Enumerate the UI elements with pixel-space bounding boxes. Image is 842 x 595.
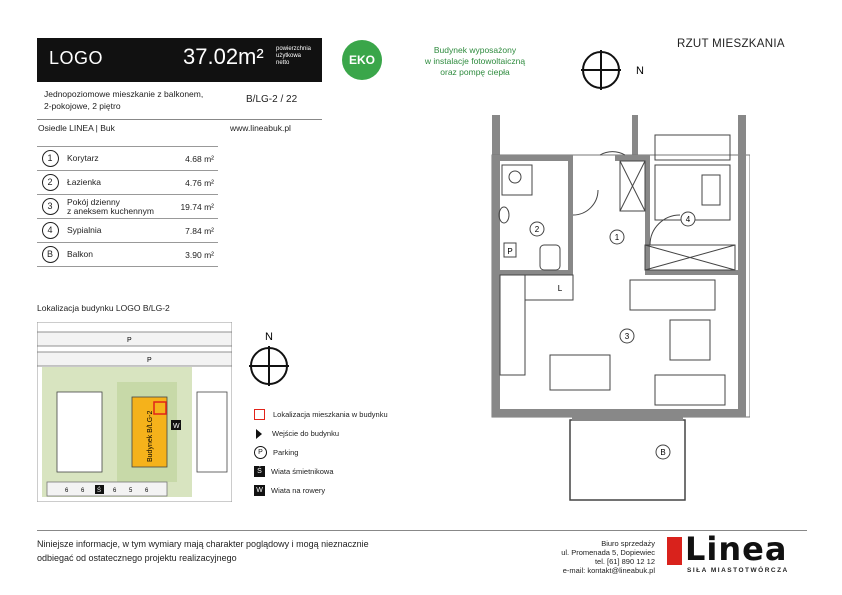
room-area: 3.90 m² [174, 243, 218, 267]
svg-text:4: 4 [685, 215, 691, 224]
svg-text:2: 2 [534, 225, 540, 234]
apartment-area: 37.02m² [183, 44, 264, 69]
area-note: powierzchnia użytkowa netto [276, 46, 312, 66]
divider [37, 119, 322, 120]
svg-text:B: B [660, 448, 666, 457]
room-area: 4.76 m² [174, 171, 218, 195]
svg-text:P: P [127, 337, 132, 344]
brand-square-icon [667, 537, 682, 565]
plan-title: RZUT MIESZKANIA [677, 38, 785, 50]
logo: LOGO [49, 48, 104, 68]
location-box-icon [254, 409, 265, 420]
apartment-description: Jednopoziomowe mieszkanie z balkonem, 2-pokojowe, 2 piętro [44, 89, 204, 111]
svg-text:P: P [507, 247, 513, 256]
svg-text:6: 6 [113, 488, 117, 494]
legend-item-parking: P Parking [254, 443, 388, 462]
sales-office-contact: Biuro sprzedaży ul. Promenada 5, Dopiewiec tel. [61] 890 12 12 e-mail: kontakt@lineabuk.pl [538, 539, 655, 575]
legend-item-bikes: W Wiata na rowery [254, 481, 388, 500]
site-map [37, 322, 232, 502]
svg-text:6: 6 [65, 488, 69, 494]
room-number: 4 [42, 222, 59, 239]
svg-text:Ś: Ś [97, 488, 102, 494]
bike-shelter-icon: W [254, 485, 265, 496]
eko-badge: EKO [342, 40, 382, 80]
legend-item-location: Lokalizacja mieszkania w budynku [254, 405, 388, 424]
room-number: 3 [42, 198, 59, 215]
legend-item-waste: Ś Wiata śmietnikowa [254, 462, 388, 481]
room-area: 7.84 m² [174, 219, 218, 243]
floor-plan [480, 115, 750, 505]
room-name: Pokój dzienny z aneksem kuchennym [63, 195, 174, 219]
svg-text:W: W [173, 423, 180, 430]
rooms-table [37, 146, 218, 267]
svg-text:1: 1 [614, 233, 620, 242]
website-link[interactable]: www.lineabuk.pl [230, 123, 291, 133]
room-row [37, 195, 218, 219]
room-name: Balkon [63, 243, 174, 267]
map-legend [254, 405, 388, 500]
legend-item-entrance: Wejście do budynku [254, 424, 388, 443]
room-row [37, 219, 218, 243]
room-name: Sypialnia [63, 219, 174, 243]
svg-text:5: 5 [129, 488, 133, 494]
svg-text:3: 3 [624, 332, 630, 341]
disclaimer: Niniejsze informacje, w tym wymiary mają charakter poglądowy i mogą nieznacznie odbiegać od ostatecznego projektu realizacyjnego [37, 539, 369, 563]
room-number: 2 [42, 174, 59, 191]
waste-shelter-icon: Ś [254, 466, 265, 477]
room-area: 4.68 m² [174, 147, 218, 171]
compass-icon-location [245, 330, 295, 390]
parking-icon: P [254, 446, 267, 459]
room-row [37, 147, 218, 171]
svg-text:N: N [265, 331, 273, 343]
estate-name: Osiedle LINEA | Buk [38, 123, 115, 133]
svg-text:Budynek B/LG-2: Budynek B/LG-2 [147, 410, 154, 462]
room-number: 1 [42, 150, 59, 167]
eko-description: Budynek wyposażony w instalacje fotowoltaiczną oraz pompę ciepła [424, 45, 526, 77]
apartment-code: B/LG-2 / 22 [246, 94, 298, 105]
entrance-arrow-icon [256, 429, 262, 439]
room-name: Łazienka [63, 171, 174, 195]
room-number: B [42, 246, 59, 263]
location-title: Lokalizacja budynku LOGO B/LG-2 [37, 303, 170, 313]
svg-text:6: 6 [81, 488, 85, 494]
svg-text:P: P [147, 357, 152, 364]
room-name: Korytarz [63, 147, 174, 171]
header-bar [37, 38, 322, 82]
north-label: N [636, 65, 644, 77]
room-area: 19.74 m² [174, 195, 218, 219]
compass-icon [580, 48, 650, 98]
room-row [37, 171, 218, 195]
room-row [37, 243, 218, 267]
email-link[interactable]: e-mail: kontakt@lineabuk.pl [562, 566, 655, 575]
svg-text:6: 6 [145, 488, 149, 494]
svg-text:L: L [557, 284, 563, 293]
